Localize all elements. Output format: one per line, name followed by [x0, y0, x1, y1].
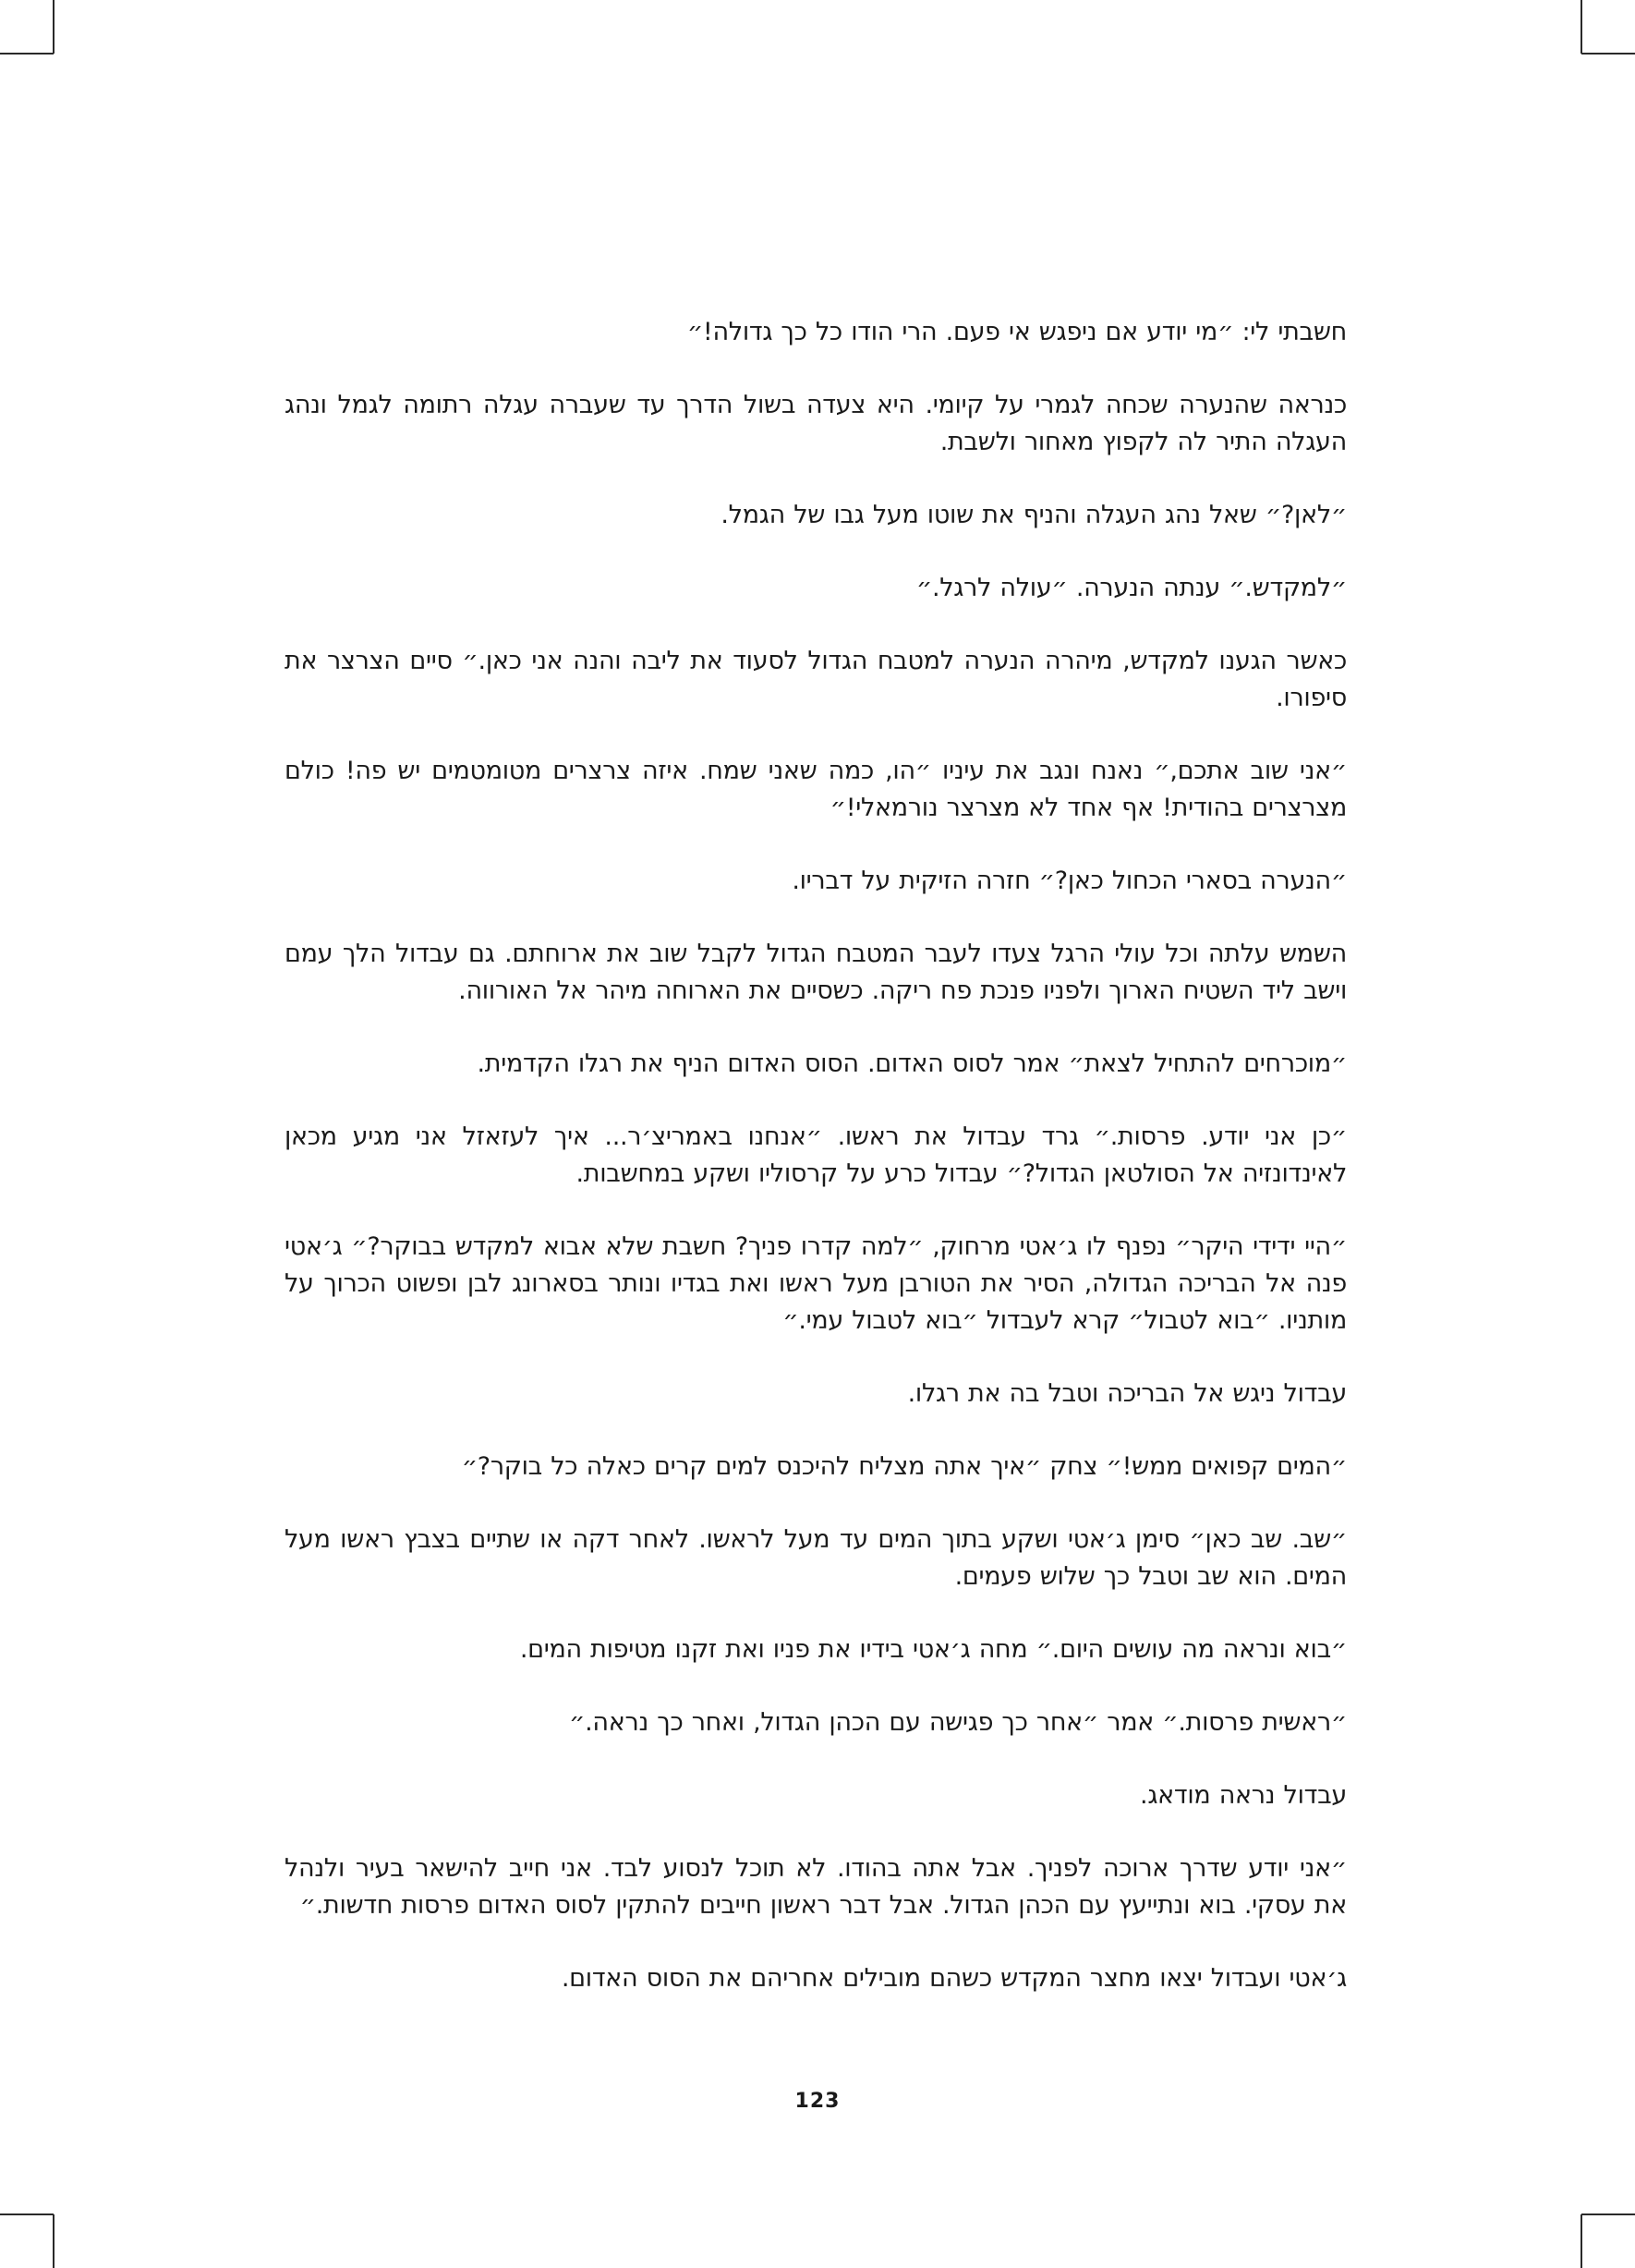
paragraph: ״לאן?״ שאל נהג העגלה והניף את שוטו מעל גבו של הגמל.: [721, 501, 1347, 529]
paragraph: ״למקדש.״ ענתה הנערה. ״עולה לרגל.״: [915, 574, 1347, 602]
paragraph: ״המים קפואים ממש!״ צחק ״איך אתה מצליח להיכנס למים קרים כאלה כל בוקר?״: [461, 1452, 1347, 1481]
paragraph: ״בוא ונראה מה עושים היום.״ מחה ג׳אטי בידיו את פניו ואת זקנו מטיפות המים.: [519, 1635, 1347, 1664]
crop-mark-top-right-vertical: [1580, 0, 1582, 54]
paragraph: כנראה שהנערה שכחה לגמרי על קיומי. היא צעדה בשול הדרך עד שעברה עגלה רתומה לגמל ונהג העגלה התיר לה לקפוץ מאחור ולשבת.: [285, 391, 1347, 456]
paragraph: כאשר הגענו למקדש, מיהרה הנערה למטבח הגדול לסעוד את ליבה והנה אני כאן.״ סיים הצרצר את סיפורו.: [285, 647, 1347, 712]
paragraph: ג׳אטי ועבדול יצאו מחצר המקדש כשהם מובילים אחריהם את הסוס האדום.: [561, 1964, 1347, 1993]
paragraph: ״אני יודע שדרך ארוכה לפניך. אבל אתה בהודו. לא תוכל לנסוע לבד. אני חייב להישאר בעיר ולנהל את עסקי. בוא ונתייעץ עם הכהן הגדול. אבל דבר ראשון חייבים להתקין לסוס האדום פרסות חדשות.״: [285, 1854, 1347, 1920]
paragraph: ״אני שוב אתכם,״ נאנח ונגב את עיניו ״הו, כמה שאני שמח. איזה צרצרים מטומטמים יש פה! כולם מצרצרים בהודית! אף אחד לא מצרצר נורמאלי!״: [285, 757, 1347, 822]
paragraph: ״ראשית פרסות.״ אמר ״אחר כך פגישה עם הכהן הגדול, ואחר כך נראה.״: [569, 1708, 1347, 1737]
paragraph: חשבתי לי: ״מי יודע אם ניפגש אי פעם. הרי הודו כל כך גדולה!״: [686, 318, 1347, 346]
paragraph: ״הנערה בסארי הכחול כאן?״ חזרה הזיקית על דבריו.: [792, 867, 1347, 895]
crop-mark-bottom-right-vertical: [1580, 2214, 1582, 2268]
crop-mark-bottom-left-vertical: [53, 2214, 54, 2268]
crop-mark-top-left-vertical: [53, 0, 54, 54]
crop-mark-top-left-horizontal: [0, 53, 54, 55]
page-number: 123: [794, 2090, 841, 2113]
paragraph: השמש עלתה וכל עולי הרגל צעדו לעבר המטבח הגדול לקבל שוב את ארוחתם. גם עבדול הלך עמם וישב ליד השטיח הארוך ולפניו פנכת פח ריקה. כשסיים את הארוחה מיהר אל האורווה.: [285, 940, 1347, 1005]
paragraph: ״כן אני יודע. פרסות.״ גרד עבדול את ראשו. ״אנחנו באמריצ׳ר... איך לעזאזל אני מגיע מכאן לאינדונזיה אל הסולטאן הגדול?״ עבדול כרע על קרסוליו ושקע במחשבות.: [285, 1122, 1347, 1188]
crop-mark-top-right-horizontal: [1581, 53, 1635, 55]
crop-mark-bottom-right-horizontal: [1581, 2213, 1635, 2215]
paragraph: ״היי ידידי היקר״ נפנף לו ג׳אטי מרחוק, ״למה קדרו פניך? חשבת שלא אבוא למקדש בבוקר?״ ג׳אטי פנה אל הבריכה הגדולה, הסיר את הטורבן מעל ראשו ואת בגדיו ונותר בסארונג לבן ופשוט הכרוך על מותניו. ״בוא לטבול״ קרא לעבדול ״בוא לטבול עמי.״: [285, 1232, 1347, 1335]
paragraph: עבדול ניגש אל הבריכה וטבל בה את רגלו.: [907, 1379, 1347, 1408]
crop-mark-bottom-left-horizontal: [0, 2213, 54, 2215]
page-body-text: [285, 314, 1347, 2033]
paragraph: ״מוכרחים להתחיל לצאת״ אמר לסוס האדום. הסוס האדום הניף את רגלו הקדמית.: [477, 1049, 1347, 1078]
paragraph: ״שב. שב כאן״ סימן ג׳אטי ושקע בתוך המים עד מעל לראשו. לאחר דקה או שתיים בצבץ ראשו מעל המים. הוא שב וטבל כך שלוש פעמים.: [285, 1525, 1347, 1591]
paragraph: עבדול נראה מודאג.: [1140, 1781, 1347, 1810]
